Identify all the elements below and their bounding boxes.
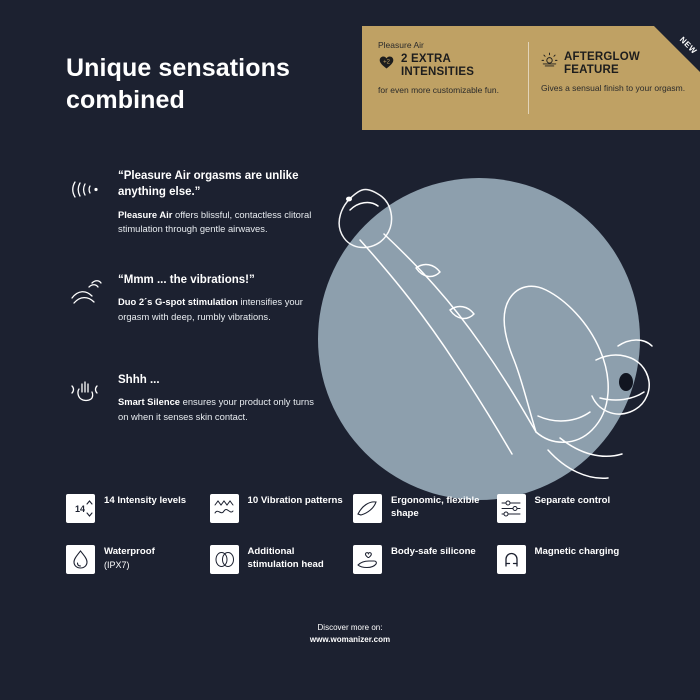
- hand-heart-icon: [353, 545, 382, 574]
- feature-body-1: [118, 295, 318, 324]
- sunrise-icon: [541, 51, 558, 68]
- feature-body-rest-2: ensures your product only turns on when it senses skin contact.: [118, 396, 314, 422]
- feature-body-rest-1: intensifies your orgasm with deep, rumbly vibrations.: [118, 296, 303, 322]
- spec-ergonomic-shape: [353, 494, 491, 523]
- feature-body-2: [118, 395, 318, 424]
- feature-title-2: Shhh ...: [118, 374, 160, 386]
- spec-intensity-levels: [66, 494, 204, 523]
- spec-magnetic-charging: [497, 545, 635, 574]
- gold-subtitle-0: for even more customizable fun.: [378, 85, 499, 96]
- gold-banner-column-0: [376, 40, 525, 118]
- spec-separate-control: [497, 494, 635, 523]
- intensity-badge-value: 14: [75, 504, 86, 514]
- spec-label-5: Additional stimulation head: [247, 546, 324, 570]
- gold-title-0: 2 EXTRA INTENSITIES: [401, 52, 475, 78]
- wave-patterns-icon: [210, 494, 239, 523]
- sliders-icon: [497, 494, 526, 523]
- feature-block-pleasure-air: [66, 168, 318, 237]
- spec-label-7: Magnetic charging: [534, 546, 620, 557]
- spec-label-3: Separate control: [534, 495, 611, 506]
- spec-label-4-sub: (IPX7): [104, 559, 130, 570]
- feature-body-0: [118, 208, 318, 237]
- feature-title-0: “Pleasure Air orgasms are unlike anything else.”: [118, 170, 299, 199]
- spec-label-6: Body-safe silicone: [391, 546, 476, 557]
- extra-head-icon: [210, 545, 239, 574]
- airwaves-icon: [66, 170, 104, 208]
- feature-block-vibrations: [66, 272, 318, 324]
- vibration-waves-icon: [66, 274, 104, 312]
- feature-title-1: “Mmm ... the vibrations!”: [118, 274, 255, 286]
- ergonomic-shape-icon: [353, 494, 382, 523]
- spec-waterproof: [66, 545, 204, 574]
- product-illustration: [300, 150, 660, 500]
- heart-plus-two-icon: [378, 54, 395, 71]
- gold-banner-divider: [528, 42, 529, 114]
- spec-additional-head: [210, 545, 348, 574]
- gold-eyebrow-0: Pleasure Air: [378, 40, 424, 50]
- gold-banner-column-1: [535, 40, 688, 118]
- svg-text:+2: +2: [383, 59, 390, 66]
- gold-feature-banner: [362, 26, 700, 130]
- spec-vibration-patterns: [210, 494, 348, 523]
- magnetic-charging-icon: [497, 545, 526, 574]
- feature-body-lead-1: Duo 2´s G-spot stimulation: [118, 296, 238, 308]
- spec-label-0: 14 Intensity levels: [104, 495, 187, 506]
- waterdrop-icon: [66, 545, 95, 574]
- footer: [0, 622, 700, 646]
- intensity-dial-icon: [66, 494, 95, 523]
- feature-body-rest-0: offers blissful, contactless clitoral stimulation through gentle airwaves.: [118, 208, 312, 235]
- footer-discover-label: Discover more on:: [317, 623, 383, 632]
- page-title: Unique sensations combined: [66, 54, 290, 114]
- spec-label-1: 10 Vibration patterns: [247, 495, 343, 506]
- footer-url[interactable]: www.womanizer.com: [309, 635, 391, 644]
- spec-label-4-main: Waterproof: [104, 546, 155, 557]
- spec-icon-grid: [66, 494, 634, 574]
- gold-title-1: AFTERGLOW FEATURE: [564, 51, 640, 77]
- feature-body-lead-0: Pleasure Air: [118, 208, 173, 220]
- gold-subtitle-1: Gives a sensual finish to your orgasm.: [541, 83, 686, 94]
- spec-body-safe-silicone: [353, 545, 491, 574]
- feature-block-smart-silence: [66, 372, 318, 424]
- feature-body-lead-2: Smart Silence: [118, 396, 181, 408]
- new-ribbon-label: NEW: [677, 35, 699, 56]
- silence-hand-icon: [66, 374, 104, 412]
- spec-label-2: Ergonomic, flexible shape: [391, 495, 480, 519]
- spec-label-4: [104, 545, 155, 571]
